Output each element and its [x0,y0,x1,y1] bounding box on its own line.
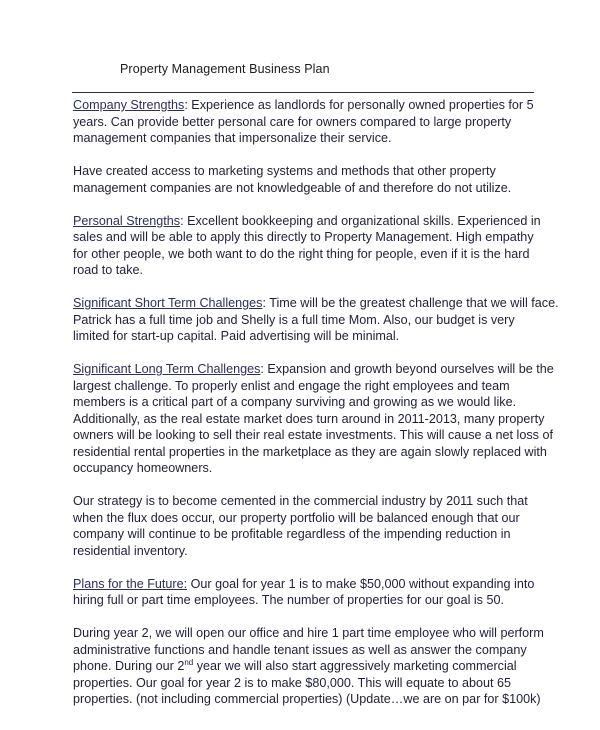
text-line: management companies that impersonalize their service. [73,131,392,145]
text-line: when the flux does occur, our property portfolio will be balanced enough that our [73,510,520,525]
text-line: largest challenge. To properly enlist and engage the right employees and team [73,378,510,393]
text-line: management companies are not knowledgeable of and therefore do not utilize. [73,180,512,195]
text-span: year we will also start aggressively marketing commercial [193,659,517,673]
text-line: properties. Our goal for year 2 is to make $80,000. This will equate to about 65 [73,675,512,690]
section-heading-company-strengths: Company Strengths [73,98,185,112]
paragraph-long-term-challenges [73,361,554,477]
text-line: Our strategy is to become cemented in the commercial industry by 2011 such that [73,494,528,508]
text-line [73,97,535,114]
header-rule [72,92,534,93]
ordinal-suffix: nd [184,657,194,667]
text-span: phone. During our 2 [73,659,185,673]
text-line: members is a critical part of a company surviving and growing as we would like. [73,395,517,409]
section-heading-long-term-challenges: Significant Long Term Challenges [73,362,261,376]
text-line: years. Can provide better personal care for owners compared to large property [73,114,512,129]
paragraph-year-two [73,625,544,708]
text-line: limited for start-up capital. Paid advertising will be minimal. [73,329,400,343]
text-line: owners will be looking to sell their real estate investments. This will cause a net loss of [73,428,553,442]
text-line [73,295,559,312]
text-line: Have created access to marketing systems and methods that other property [73,164,496,178]
text-line: properties. (not including commercial properties) (Update…we are on par for $100k) [73,692,541,706]
text-line: During year 2, we will open our office and hire 1 part time employee who will perform [73,626,544,640]
document-title: Property Management Business Plan [120,62,330,76]
text-line: administrative functions and handle tenant issues as well as answer the company [73,642,527,657]
paragraph-company-strengths [73,97,535,147]
text-span: : Time will be the greatest challenge that we will face. [262,296,559,310]
text-line: residential rental properties in the marketplace as they are again slowly replaced with [73,444,547,459]
paragraph-short-term-challenges [73,295,559,345]
text-line [73,576,535,593]
paragraph-strategy [73,493,535,559]
text-line: Additionally, as the real estate market does turn around in 2011-2013, many property [73,411,545,426]
text-line: road to take. [73,263,144,277]
text-line: for other people, we both want to do the right thing for people, even if it is the hard [73,246,530,261]
section-heading-plans-for-future: Plans for the Future: [73,576,188,591]
text-line: residential inventory. [73,543,188,558]
text-line [73,361,554,378]
paragraph-personal-strengths [73,213,541,279]
text-span: : Expansion and growth beyond ourselves will be the [260,362,554,376]
text-span: : Excellent bookkeeping and organizational skills. Experienced in [180,213,541,228]
text-span: : Experience as landlords for personally owned properties for 5 [184,98,534,112]
document-body [73,97,559,724]
text-span: Our goal for year 1 is to make $50,000 without expanding into [187,576,535,591]
text-line [73,213,541,230]
section-heading-personal-strengths: Personal Strengths [73,213,181,228]
text-line: hiring full or part time employees. The number of properties for our goal is 50. [73,593,504,607]
text-line: Patrick has a full time job and Shelly is a full time Mom. Also, our budget is very [73,312,515,327]
paragraph-marketing-access [73,163,535,196]
text-line [73,658,535,675]
paragraph-plans-for-future [73,576,535,609]
text-line: company will continue to be profitable regardless of the impending reduction in [73,527,511,541]
text-line: sales and will be able to apply this directly to Property Management. High empathy [73,230,534,244]
text-line: occupancy homeowners. [73,461,213,475]
section-heading-short-term-challenges: Significant Short Term Challenges [73,296,263,310]
